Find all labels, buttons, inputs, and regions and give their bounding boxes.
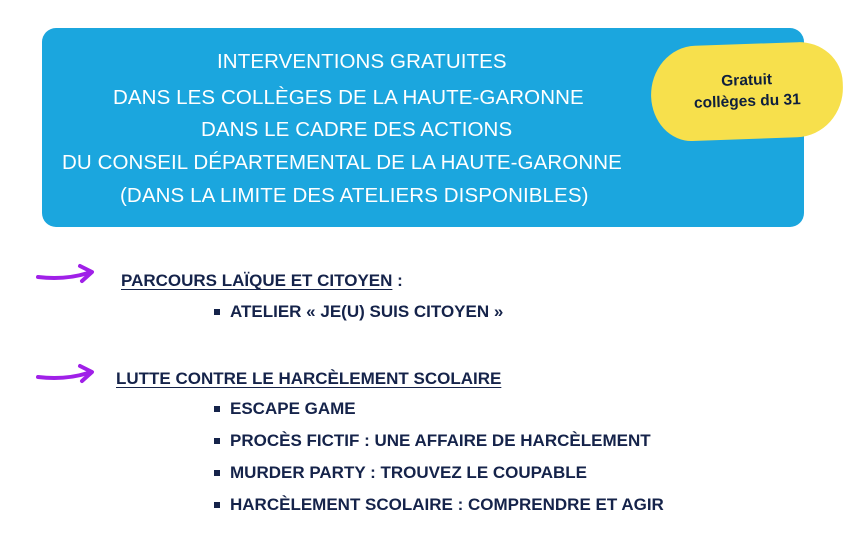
list-item <box>214 400 356 417</box>
list-item-label: ESCAPE GAME <box>230 399 356 418</box>
list-item <box>214 464 587 481</box>
square-bullet-icon <box>214 470 220 476</box>
badge-line-2: collèges du 31 <box>693 90 802 112</box>
section-title-suffix: : <box>392 271 403 290</box>
banner-line-3: DANS LE CADRE DES ACTIONS <box>201 118 513 141</box>
list-item-label: HARCÈLEMENT SCOLAIRE : COMPRENDRE ET AGIR <box>230 495 664 514</box>
badge-line-1: Gratuit <box>720 70 773 90</box>
banner-line-4: DU CONSEIL DÉPARTEMENTAL DE LA HAUTE-GARONNE <box>62 151 622 174</box>
square-bullet-icon <box>214 406 220 412</box>
square-bullet-icon <box>214 502 220 508</box>
list-item <box>214 303 503 320</box>
section-title-parcours <box>121 272 403 289</box>
list-item-label: MURDER PARTY : TROUVEZ LE COUPABLE <box>230 463 588 482</box>
list-item <box>214 432 651 449</box>
banner-line-1: INTERVENTIONS GRATUITES <box>217 50 507 73</box>
banner-line-2: DANS LES COLLÈGES DE LA HAUTE-GARONNE <box>113 86 584 109</box>
square-bullet-icon <box>214 438 220 444</box>
list-item-label: ATELIER « JE(U) SUIS CITOYEN » <box>230 302 504 321</box>
section-title-text: PARCOURS LAÏQUE ET CITOYEN <box>121 271 393 290</box>
free-badge <box>649 41 844 143</box>
section-title-text: LUTTE CONTRE LE HARCÈLEMENT SCOLAIRE <box>116 369 502 388</box>
section-title-harcelement <box>116 370 501 387</box>
arrow-right-icon <box>36 362 98 384</box>
banner-line-5: (DANS LA LIMITE DES ATELIERS DISPONIBLES) <box>120 184 589 207</box>
arrow-right-icon <box>36 262 98 284</box>
list-item-label: PROCÈS FICTIF : UNE AFFAIRE DE HARCÈLEMENT <box>230 431 651 450</box>
square-bullet-icon <box>214 309 220 315</box>
list-item <box>214 496 664 513</box>
